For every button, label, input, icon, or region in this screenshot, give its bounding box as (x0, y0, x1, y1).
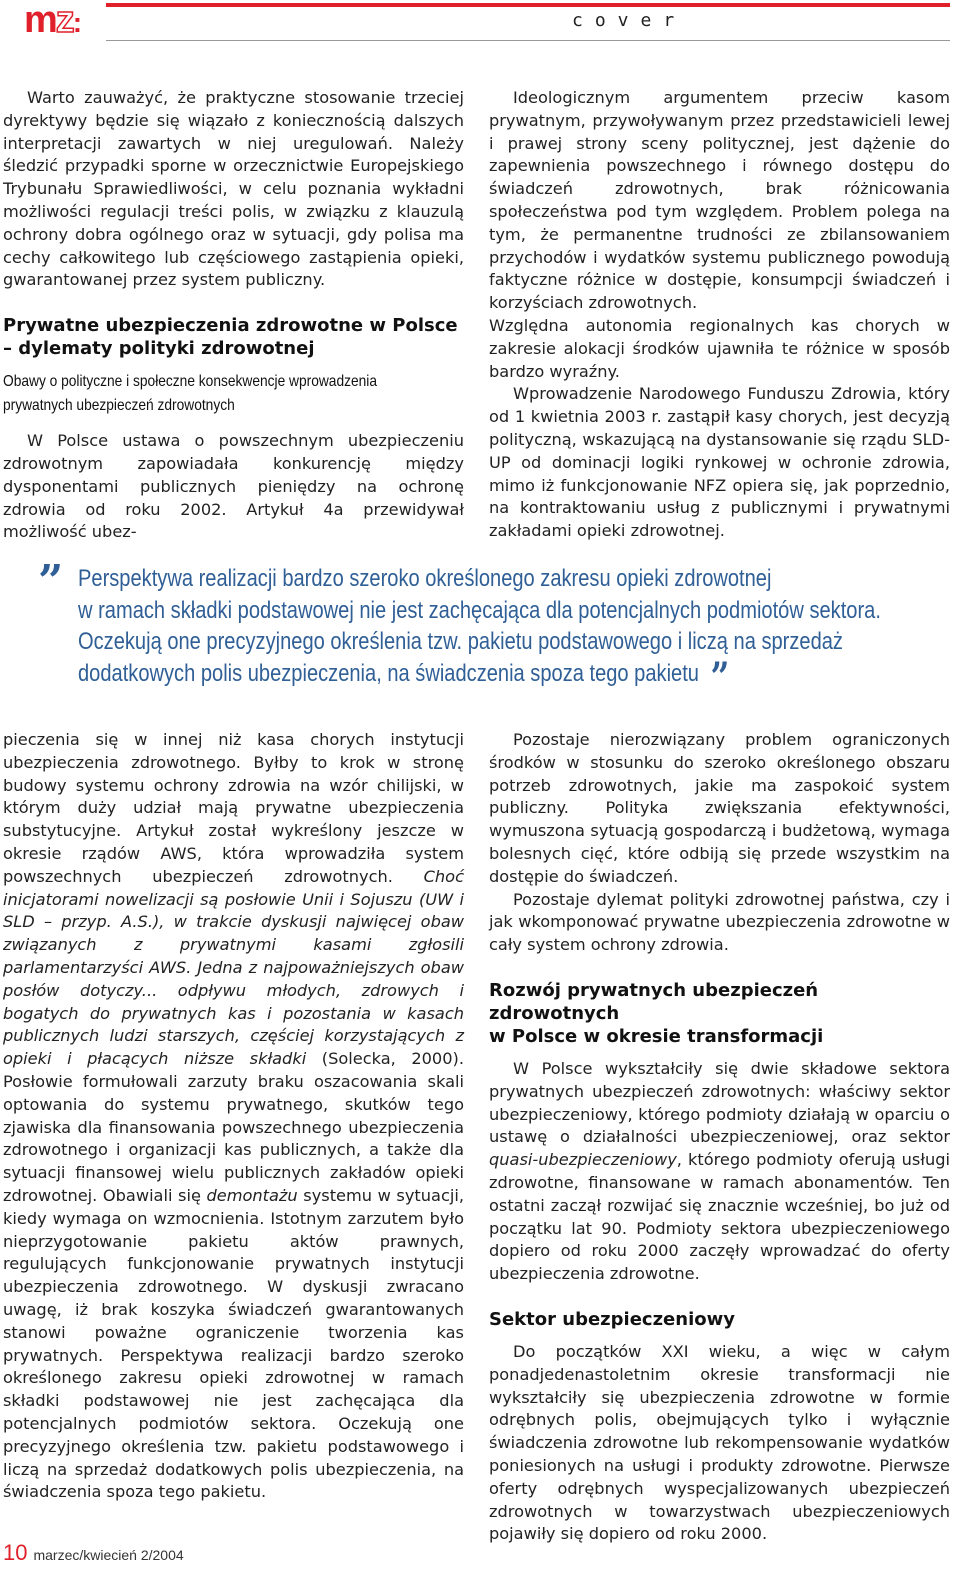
paragraph: Względna autonomia regionalnych kas chorych w zakresie alokacji środków ujawniła te różnice w sposób bardzo wyraźny. (489, 315, 950, 381)
logo-colon: : (72, 7, 81, 38)
quote-open-mark: ” (38, 556, 64, 607)
section-heading (489, 979, 950, 1048)
header-gray-rule (106, 40, 950, 41)
heading-line: Rozwój prywatnych ubezpieczeń zdrowotnych (489, 979, 819, 1024)
quote-line: Perspektywa realizacji bardzo szeroko określonego zakresu opieki zdrowotnej (78, 565, 772, 592)
column-bottom-left (3, 729, 464, 1504)
column-bottom-right (489, 729, 950, 1546)
pull-quote (78, 563, 881, 701)
logo-m: m (24, 0, 56, 41)
header-red-rule (106, 3, 950, 7)
italic-quote: Choć inicjatorami nowelizacji są posłowie Unii i Sojuszu (UW i SLD – przyp. A.S.), w trakcie dyskusji najwięcej obaw związanych z prywatnymi kasami zgłosili parlamentarzyści AWS. Jedna z najpoważniejszych obaw posłów dotyczy... odpływu młodych, zdrowych i bogatych do prywatnych kas i pozostania w kasach publicznych ludzi starszych, częściej korzystających z opieki i płacących niższe składki (3, 866, 464, 1069)
heading-line: w Polsce w okresie transformacji (489, 1025, 824, 1047)
page-number: 10 (3, 1540, 28, 1565)
text-run: pieczenia się w innej niż kasa chorych instytucji ubezpieczenia zdrowotnego. Byłby to krok w stronę budowy systemu ochrony zdrowia na wzór chilijski, w którym duży udział mają prywatne ubezpieczenia substytucyjne. Artykuł został wykreślony jeszcze w okresie rządów AWS, która wprowadziła system powszechnych ubezpieczeń zdrowotnych. (3, 730, 464, 886)
heading-line: Prywatne ubezpieczenia zdrowotne w Polsce (3, 315, 458, 337)
paragraph: Pozostaje dylemat polityki zdrowotnej państwa, czy i jak wkomponować prywatne ubezpieczenia zdrowotne w cały system ochrony zdrowia. (489, 889, 950, 955)
paragraph: Warto zauważyć, że praktyczne stosowanie trzeciej dyrektywy będzie się wiązało z koniecznością dalszych interpretacji zawartych w niej uregulowań. Należy śledzić przypadki sporne w orzecznictwie Europejskiego Trybunału Sprawiedliwości, w celu poznania wykładni możliwości regulacji treści polis, w związku z klauzulą ochrony dobra ogólnego oraz w sytuacji, gdy polisa ma cechy całkowitego lub częściowego zastąpienia opieki, gwarantowanej przez system publiczny. (3, 88, 464, 290)
paragraph (489, 1058, 950, 1286)
subsection-heading (3, 370, 463, 418)
paragraph: Do początków XXI wieku, a więc w całym ponadjedenastoletnim okresie transformacji nie wykształciły się ubezpieczenia zdrowotne w formie odrębnych polis, obejmujących tylko i wyłącznie świadczenia zdrowotne lub rekompensowanie wydatków poniesionych na usługi i produkty zdrowotne. Pierwsze oferty odrębnych wyspecjalizowanych ubezpieczeń zdrowotnych w towarzystwach ubezpieczeniowych pojawiły się dopiero od roku 2000. (489, 1341, 950, 1544)
paragraph: W Polsce ustawa o powszechnym ubezpieczeniu zdrowotnym zapowiadała konkurencję między dysponentami publicznych pieniędzy na ochronę zdrowia od roku 2002. Artykuł 4a przewidywał możliwość ubez- (3, 431, 464, 542)
logo-z: z (55, 0, 73, 41)
subheading-line: prywatnych ubezpieczeń zdrowotnych (3, 397, 235, 415)
quote-line: dodatkowych polis ubezpieczenia, na świadczenia spoza tego pakietu (78, 659, 699, 687)
section-heading (3, 314, 464, 360)
column-top-left (3, 87, 464, 544)
text-run: W Polsce wykształciły się dwie składowe sektora prywatnych ubezpieczeń zdrowotnych: właściwy sektor ubezpieczeniowy, którego podmioty działają w oparciu o ustawę o działalności ubezpieczeniowej, oraz sektor (489, 1058, 950, 1147)
page-footer (3, 1540, 184, 1566)
italic-term: quasi-ubezpieczeniowy (489, 1150, 677, 1170)
text-run: systemu w sytuacji, kiedy wymaga on wzmocnienia. Istotnym zarzutem było nieprzygotowanie pakietu aktów prawnych, regulujących funkcjonowanie prywatnych instytucji ubezpieczenia zdrowotnego. W dyskusji zwracano uwagę, iż brak koszyka świadczeń gwarantowanych stanowi poważne ograniczenie tworzenia kas prywatnych. Perspektywa realizacji bardzo szeroko określonego zakresu opieki zdrowotnej w ramach składki podstawowej nie jest zachęcająca dla potencjalnych podmiotów sektora. Oczekują one precyzyjnego określenia tzw. pakietu podstawowego i liczą na sprzedaż dodatkowych polis ubezpieczenia, na świadczenia spoza tego pakietu. (3, 1185, 464, 1502)
paragraph: Pozostaje nierozwiązany problem ograniczonych środków w stosunku do szeroko określonego obszaru potrzeb zdrowotnych, jakie ma zaspokoić system publiczny. Polityka zwiększania efektywności, wymuszona sytuacją gospodarczą i budżetową, wymaga bolesnych cięć, które odbiją się przede wszystkim na dostępie do świadczeń. (489, 730, 950, 886)
column-top-right (489, 87, 950, 543)
italic-term: demontażu (206, 1185, 298, 1205)
text-run: , którego podmioty oferują usługi zdrowotne, finansowane w ramach abonamentów. Ten ostatni zaczął rozwijać się znacznie wcześniej, bo już od początku lat 90. Podmioty sektora ubezpieczeniowego dopiero od roku 2000 zaczęły wprowadzać do oferty ubezpieczenia zdrowotne. (489, 1150, 950, 1284)
subheading-line: Obawy o polityczne i społeczne konsekwencje wprowadzenia (3, 373, 378, 391)
paragraph: Wprowadzenie Narodowego Funduszu Zdrowia, który od 1 kwietnia 2003 r. zastąpił kasy chorych, jest decyzją polityczną, wskazującą na dystansowanie się rządu SLD-UP od dominacji logiki rynkowej w ochronie zdrowia, mimo iż funkcjonowanie NFZ opiera się, jak poprzednio, na kontraktowaniu usług z publicznymi i prywatnymi zakładami opieki zdrowotnej. (489, 384, 950, 541)
paragraph (3, 729, 464, 1504)
magazine-logo (24, 0, 80, 43)
section-label: cover (572, 10, 687, 31)
paragraph: Ideologicznym argumentem przeciw kasom prywatnym, przywoływanym przez przedstawicieli lewej i prawej strony sceny politycznej, jest dążenie do zapewnienia powszechnego i równego dostępu do świadczeń zdrowotnych, brak różnicowania społeczeństwa pod tym względem. Problem polega na tym, że permanentne trudności ze zbilansowaniem przychodów i wydatków systemu publicznego powodują faktyczne różnice w dostępie, konsumpcji świadczeń i korzyściach zdrowotnych. (489, 88, 950, 313)
issue-label: marzec/kwiecień 2/2004 (33, 1547, 184, 1563)
quote-line-last (78, 653, 800, 701)
heading-line: – dylematy polityki zdrowotnej (3, 338, 315, 360)
quote-line: w ramach składki podstawowej nie jest zachęcająca dla potencjalnych podmiotów sektora. (78, 596, 881, 624)
text-run: (Solecka, 2000). Posłowie formułowali zarzuty braku oszacowania skali optowania do systemu prywatnego, skutków tego zjawiska dla finansowania powszechnego ubezpieczenia zdrowotnego i organizacji kas publicznych, a także dla sytuacji finansowej wielu publicznych zakładów opieki zdrowotnej. Obawiali się (3, 1049, 464, 1205)
quote-line: Oczekują one precyzyjnego określenia tzw. pakietu podstawowego i liczą na sprzedaż (78, 628, 843, 656)
section-heading: Sektor ubezpieczeniowy (489, 1308, 735, 1330)
quote-close-mark: ” (710, 653, 730, 701)
